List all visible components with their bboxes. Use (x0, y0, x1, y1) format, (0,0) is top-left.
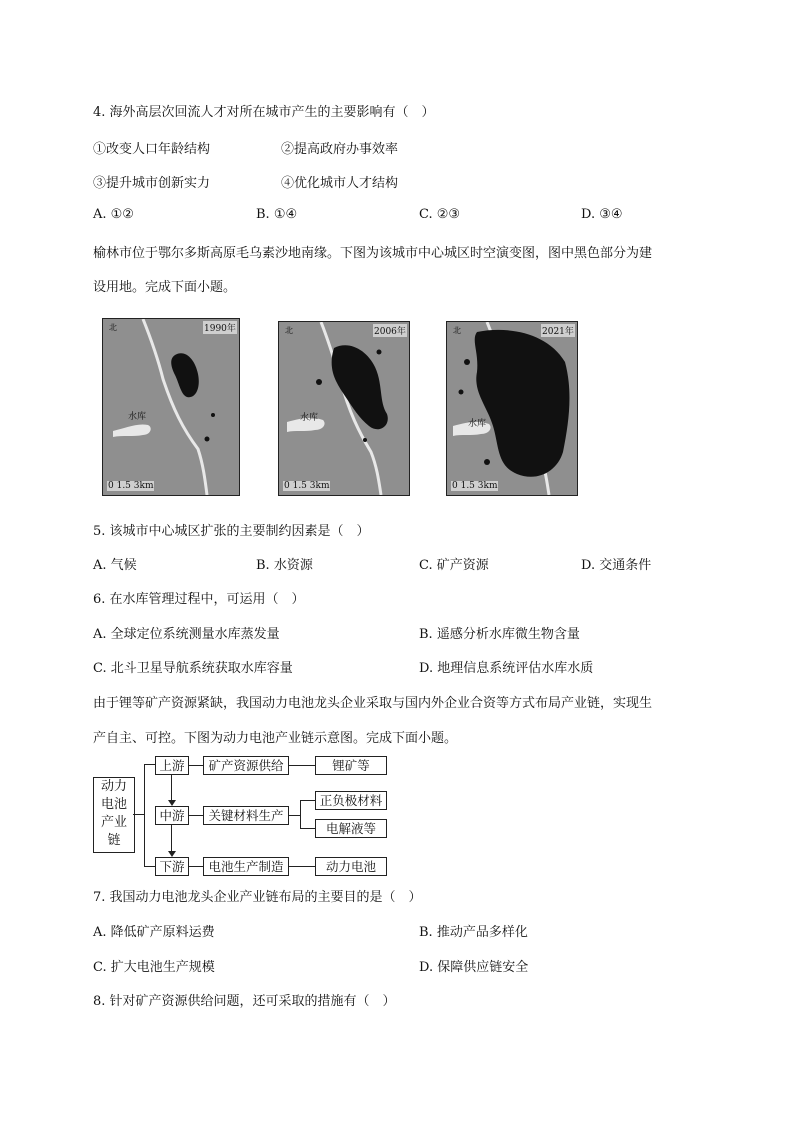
q5-option-d: D. 交通条件 (581, 558, 652, 573)
q4-item-2: ②提高政府办事效率 (281, 142, 399, 157)
connector (300, 828, 315, 829)
north-arrow: 北 (453, 326, 461, 335)
intro2-line1: 由于锂等矿产资源紧缺，我国动力电池龙头企业采取与国内外企业合资等方式布局产业链，实现生 (93, 696, 653, 711)
q4-option-c: C. ②③ (419, 207, 461, 222)
q7-option-a: A. 降低矿产原料运费 (93, 925, 215, 940)
connector (300, 800, 301, 829)
q7-option-c: C. 扩大电池生产规模 (93, 960, 215, 975)
product-electrolyte: 电解液等 (315, 819, 387, 838)
q4-stem: 4. 海外高层次回流人才对所在城市产生的主要影响有（ ） (93, 105, 435, 120)
q5-stem: 5. 该城市中心城区扩张的主要制约因素是（ ） (93, 524, 370, 539)
product-electrode: 正负极材料 (315, 791, 387, 810)
diagram-root (93, 777, 135, 853)
connector (289, 866, 315, 867)
root-line: 产业 (100, 815, 127, 830)
reservoir-label: 水库 (300, 413, 319, 423)
q7-option-d: D. 保障供应链安全 (419, 960, 529, 975)
map-2006-drawing (279, 322, 409, 495)
map-1990-drawing (103, 319, 239, 495)
q6-stem: 6. 在水库管理过程中，可运用（ ） (93, 592, 305, 607)
product-battery: 动力电池 (315, 857, 387, 876)
q8-stem: 8. 针对矿产资源供给问题，还可采取的措施有（ ） (93, 994, 396, 1009)
connector (300, 800, 315, 801)
map-year: 2006年 (373, 324, 407, 337)
connector (189, 815, 203, 816)
process-material-production: 关键材料生产 (203, 806, 289, 825)
arrow-head (168, 851, 176, 857)
process-mineral-supply: 矿产资源供给 (203, 756, 289, 775)
q5-option-a: A. 气候 (93, 558, 137, 573)
q4-item-1: ①改变人口年龄结构 (93, 142, 211, 157)
q6-option-c: C. 北斗卫星导航系统获取水库容量 (93, 661, 293, 676)
map-2006 (278, 321, 410, 496)
intro2-line2: 产自主、可控。下图为动力电池产业链示意图。完成下面小题。 (93, 731, 458, 746)
map-2021 (446, 321, 578, 496)
scale-bar: 0 1.5 3km (108, 481, 154, 491)
q4-option-d: D. ③④ (581, 207, 623, 222)
arrow-head (168, 800, 176, 806)
q4-option-b: B. ①④ (256, 207, 298, 222)
q6-option-b: B. 遥感分析水库微生物含量 (419, 627, 580, 642)
product-lithium: 锂矿等 (315, 756, 387, 775)
intro1-line1: 榆林市位于鄂尔多斯高原毛乌素沙地南缘。下图为该城市中心城区时空演变图，图中黑色部分为建 (93, 246, 653, 261)
q7-option-b: B. 推动产品多样化 (419, 925, 528, 940)
reservoir-label: 水库 (128, 412, 147, 422)
root-line: 链 (107, 833, 121, 848)
q5-option-c: C. 矿产资源 (419, 558, 489, 573)
root-line: 动力 (100, 779, 127, 794)
connector (189, 866, 203, 867)
map-year: 1990年 (203, 321, 237, 334)
stage-downstream: 下游 (155, 857, 189, 876)
q4-option-a: A. ①② (93, 207, 134, 222)
north-arrow: 北 (109, 323, 117, 332)
stage-upstream: 上游 (155, 756, 189, 775)
connector (144, 764, 145, 866)
q4-item-4: ④优化城市人才结构 (281, 176, 399, 191)
north-arrow: 北 (285, 326, 293, 335)
q4-item-3: ③提升城市创新实力 (93, 176, 211, 191)
q7-stem: 7. 我国动力电池龙头企业产业链布局的主要目的是（ ） (93, 890, 422, 905)
stage-midstream: 中游 (155, 806, 189, 825)
process-battery-manufacturing: 电池生产制造 (203, 857, 289, 876)
connector (189, 765, 203, 766)
scale-bar: 0 1.5 3km (284, 481, 330, 491)
connector (289, 765, 315, 766)
root-line: 电池 (100, 797, 127, 812)
q6-option-d: D. 地理信息系统评估水库水质 (419, 661, 594, 676)
scale-bar: 0 1.5 3km (452, 481, 498, 491)
q6-option-a: A. 全球定位系统测量水库蒸发量 (93, 627, 280, 642)
map-1990 (102, 318, 240, 496)
map-2021-drawing (447, 322, 577, 495)
map-year: 2021年 (541, 324, 575, 337)
q5-option-b: B. 水资源 (256, 558, 313, 573)
reservoir-label: 水库 (468, 419, 487, 429)
intro1-line2: 设用地。完成下面小题。 (93, 280, 237, 295)
